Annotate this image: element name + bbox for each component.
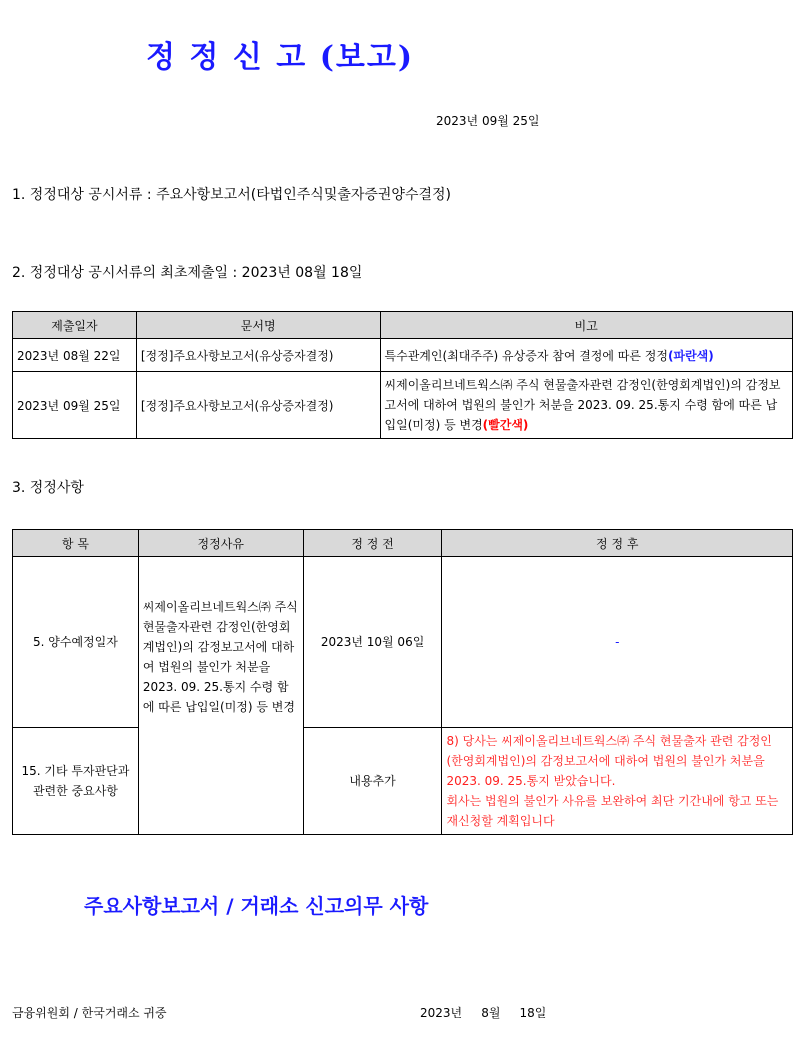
note-text: 특수관계인(최대주주) 유상증자 참여 결정에 따른 정정 <box>384 348 668 363</box>
column-header-after: 정 정 후 <box>442 530 793 557</box>
section-1-target-document: 1. 정정대상 공시서류 : 주요사항보고서(타법인주식및출자증권양수결정) <box>12 187 451 203</box>
corrections-table <box>12 529 793 835</box>
column-header-date: 제출일자 <box>13 312 137 339</box>
column-header-before: 정 정 전 <box>303 530 442 557</box>
footer-date: 2023년 8월 18일 <box>420 1006 547 1020</box>
table-row <box>13 557 793 728</box>
after-text-line: 8) 당사는 씨제이올리브네트웍스㈜ 주식 현물출자 관련 감정인(한영회계법인)의 감정보고서에 대하여 법원의 불인가 처분을 2023. 09. 25.통지 받았습니다. <box>446 734 772 788</box>
table-header-row <box>13 312 793 339</box>
submission-date: 2023년 09월 25일 <box>13 372 137 439</box>
note-color-tag: (파란색) <box>668 348 714 363</box>
submission-history-table <box>12 311 793 439</box>
document-name: [정정]주요사항보고서(유상증자결정) <box>136 339 380 372</box>
table-row <box>13 372 793 439</box>
report-subtitle: 주요사항보고서 / 거래소 신고의무 사항 <box>84 894 429 918</box>
recipient: 금융위원회 / 한국거래소 귀중 <box>12 1006 167 1020</box>
section-3-corrections: 3. 정정사항 <box>12 480 84 496</box>
note-text: 씨제이올리브네트웍스㈜ 주식 현물출자관련 감정인(한영회계법인)의 감정보고서에 대하여 법원의 불인가 처분을 2023. 09. 25.통지 수령 함에 따른 납입일(미정) 등 변경 <box>384 378 781 432</box>
after-cell: - <box>442 557 793 728</box>
page-title: 정 정 신 고 (보고) <box>146 40 415 75</box>
note-cell <box>380 372 792 439</box>
reason-cell: 씨제이올리브네트웍스㈜ 주식 현물출자관련 감정인(한영회계법인)의 감정보고서에 대하여 법원의 불인가 처분을 2023. 09. 25.통지 수령 함에 따른 납입일(미정) 등 변경 <box>138 557 303 835</box>
column-header-item: 항 목 <box>13 530 139 557</box>
column-header-note: 비고 <box>380 312 792 339</box>
section-2-first-submission-date: 2. 정정대상 공시서류의 최초제출일 : 2023년 08월 18일 <box>12 265 363 281</box>
item-cell: 15. 기타 투자판단과 관련한 중요사항 <box>13 728 139 835</box>
before-cell: 내용추가 <box>303 728 442 835</box>
table-row <box>13 339 793 372</box>
note-color-tag: (빨간색) <box>482 418 529 432</box>
table-row <box>13 728 793 835</box>
report-date: 2023년 09월 25일 <box>436 114 540 128</box>
document-name: [정정]주요사항보고서(유상증자결정) <box>136 372 380 439</box>
table-header-row <box>13 530 793 557</box>
item-cell: 5. 양수예정일자 <box>13 557 139 728</box>
before-cell: 2023년 10월 06일 <box>303 557 442 728</box>
after-cell <box>442 728 793 835</box>
column-header-document: 문서명 <box>136 312 380 339</box>
after-text-line: 회사는 법원의 불인가 사유를 보완하여 최단 기간내에 항고 또는 재신청할 계획입니다 <box>446 794 779 828</box>
column-header-reason: 정정사유 <box>138 530 303 557</box>
submission-date: 2023년 08월 22일 <box>13 339 137 372</box>
note-cell <box>380 339 792 372</box>
